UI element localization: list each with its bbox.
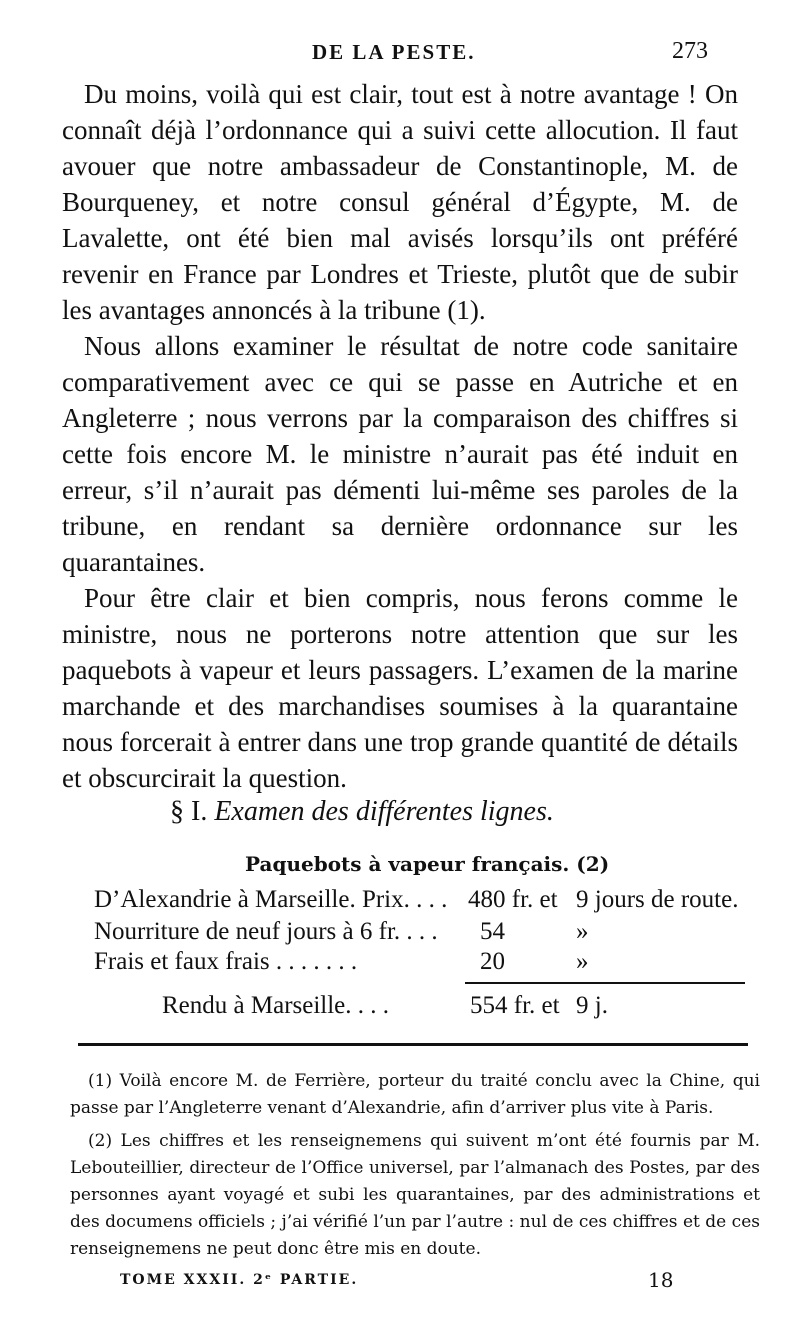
total-extra: 9 j. [576,992,608,1019]
paragraph: Du moins, voilà qui est clair, tout est à notre avantage ! On connaît déjà l’ordonnance qui a suivi cette allocution. Il faut avouer que notre ambassadeur de Constantinople, M. de Bourqueney, et notre consul général d’Égypte, M. de Lavalette, ont été bien mal avisés lorsqu’ils ont préféré revenir en France par Londres et Trieste, plutôt que de subir les avantages annoncés à la tribune (1). [62,79,738,325]
footnote: (2) Les chiffres et les renseignemens qui suivent m’ont été fournis par M. Lebouteillier, directeur de l’Office universel, par l’almanach des Postes, par des personnes ayant voyagé et subi les quarantaines, par des administrations et des documens officiels ; j’ai vérifié l’un par l’autre : nul de ces chiffres et de ces renseignemens ne peut donc être mis en doute. [70,1131,760,1259]
paragraph: Nous allons examiner le résultat de notre code sanitaire comparativement avec ce qui se passe en Autriche et en Angleterre ; nous verrons par la comparaison des chiffres si cette fois encore M. le ministre n’aurait pas été induit en erreur, s’il n’aurait pas démenti lui-même ses paroles de la tribune, en rendant sa dernière ordonnance sur les quarantaines. [62,331,738,577]
paragraph: Pour être clair et bien compris, nous ferons comme le ministre, nous ne porterons notre attention que sur les paquebots à vapeur et leurs passagers. L’examen de la marine marchande et des marchandises soumises à la quarantaine nous forcerait à entrer dans une trop grande quantité de détails et obscurcirait la question. [62,583,738,793]
running-head [0,36,800,66]
footnotes [70,1068,760,1269]
table-row [0,948,800,982]
row-label: Frais et faux frais . . . . . . . [94,948,358,975]
footnote-rule [78,1043,748,1046]
row-extra: 9 jours de route. [576,886,739,913]
row-amount: 480 fr. et [468,886,558,913]
row-amount: 20 [480,948,505,975]
total-amount: 554 fr. et [470,992,560,1019]
row-amount: 54 [480,918,505,945]
page-number: 273 [672,38,708,64]
volume-signature: TOME XXXII. 2ᵉ PARTIE. [120,1272,359,1288]
signature-mark: 18 [648,1268,674,1292]
row-extra: » [576,948,589,975]
total-label: Rendu à Marseille. . . . [162,992,390,1019]
section-title: Examen des différentes lignes. [214,796,554,827]
running-title: DE LA PESTE. [312,40,476,64]
table-caption: Paquebots à vapeur français. (2) [245,852,610,876]
row-extra: » [576,918,589,945]
section-number: § I. [170,796,208,827]
total-row [0,992,800,1026]
sum-rule [465,982,745,984]
section-heading [170,796,670,828]
table-row [0,886,800,920]
footnote: (1) Voilà encore M. de Ferrière, porteur du traité conclu avec la Chine, qui passe par l’Angleterre venant d’Alexandrie, afin d’arriver plus vite à Paris. [70,1071,760,1118]
signature-line [0,1268,800,1292]
row-label: D’Alexandrie à Marseille. Prix. . . . [94,886,448,913]
table-row [0,918,800,952]
row-label: Nourriture de neuf jours à 6 fr. . . . [94,918,438,945]
body-text [62,76,738,796]
total-row-container [0,988,800,1028]
